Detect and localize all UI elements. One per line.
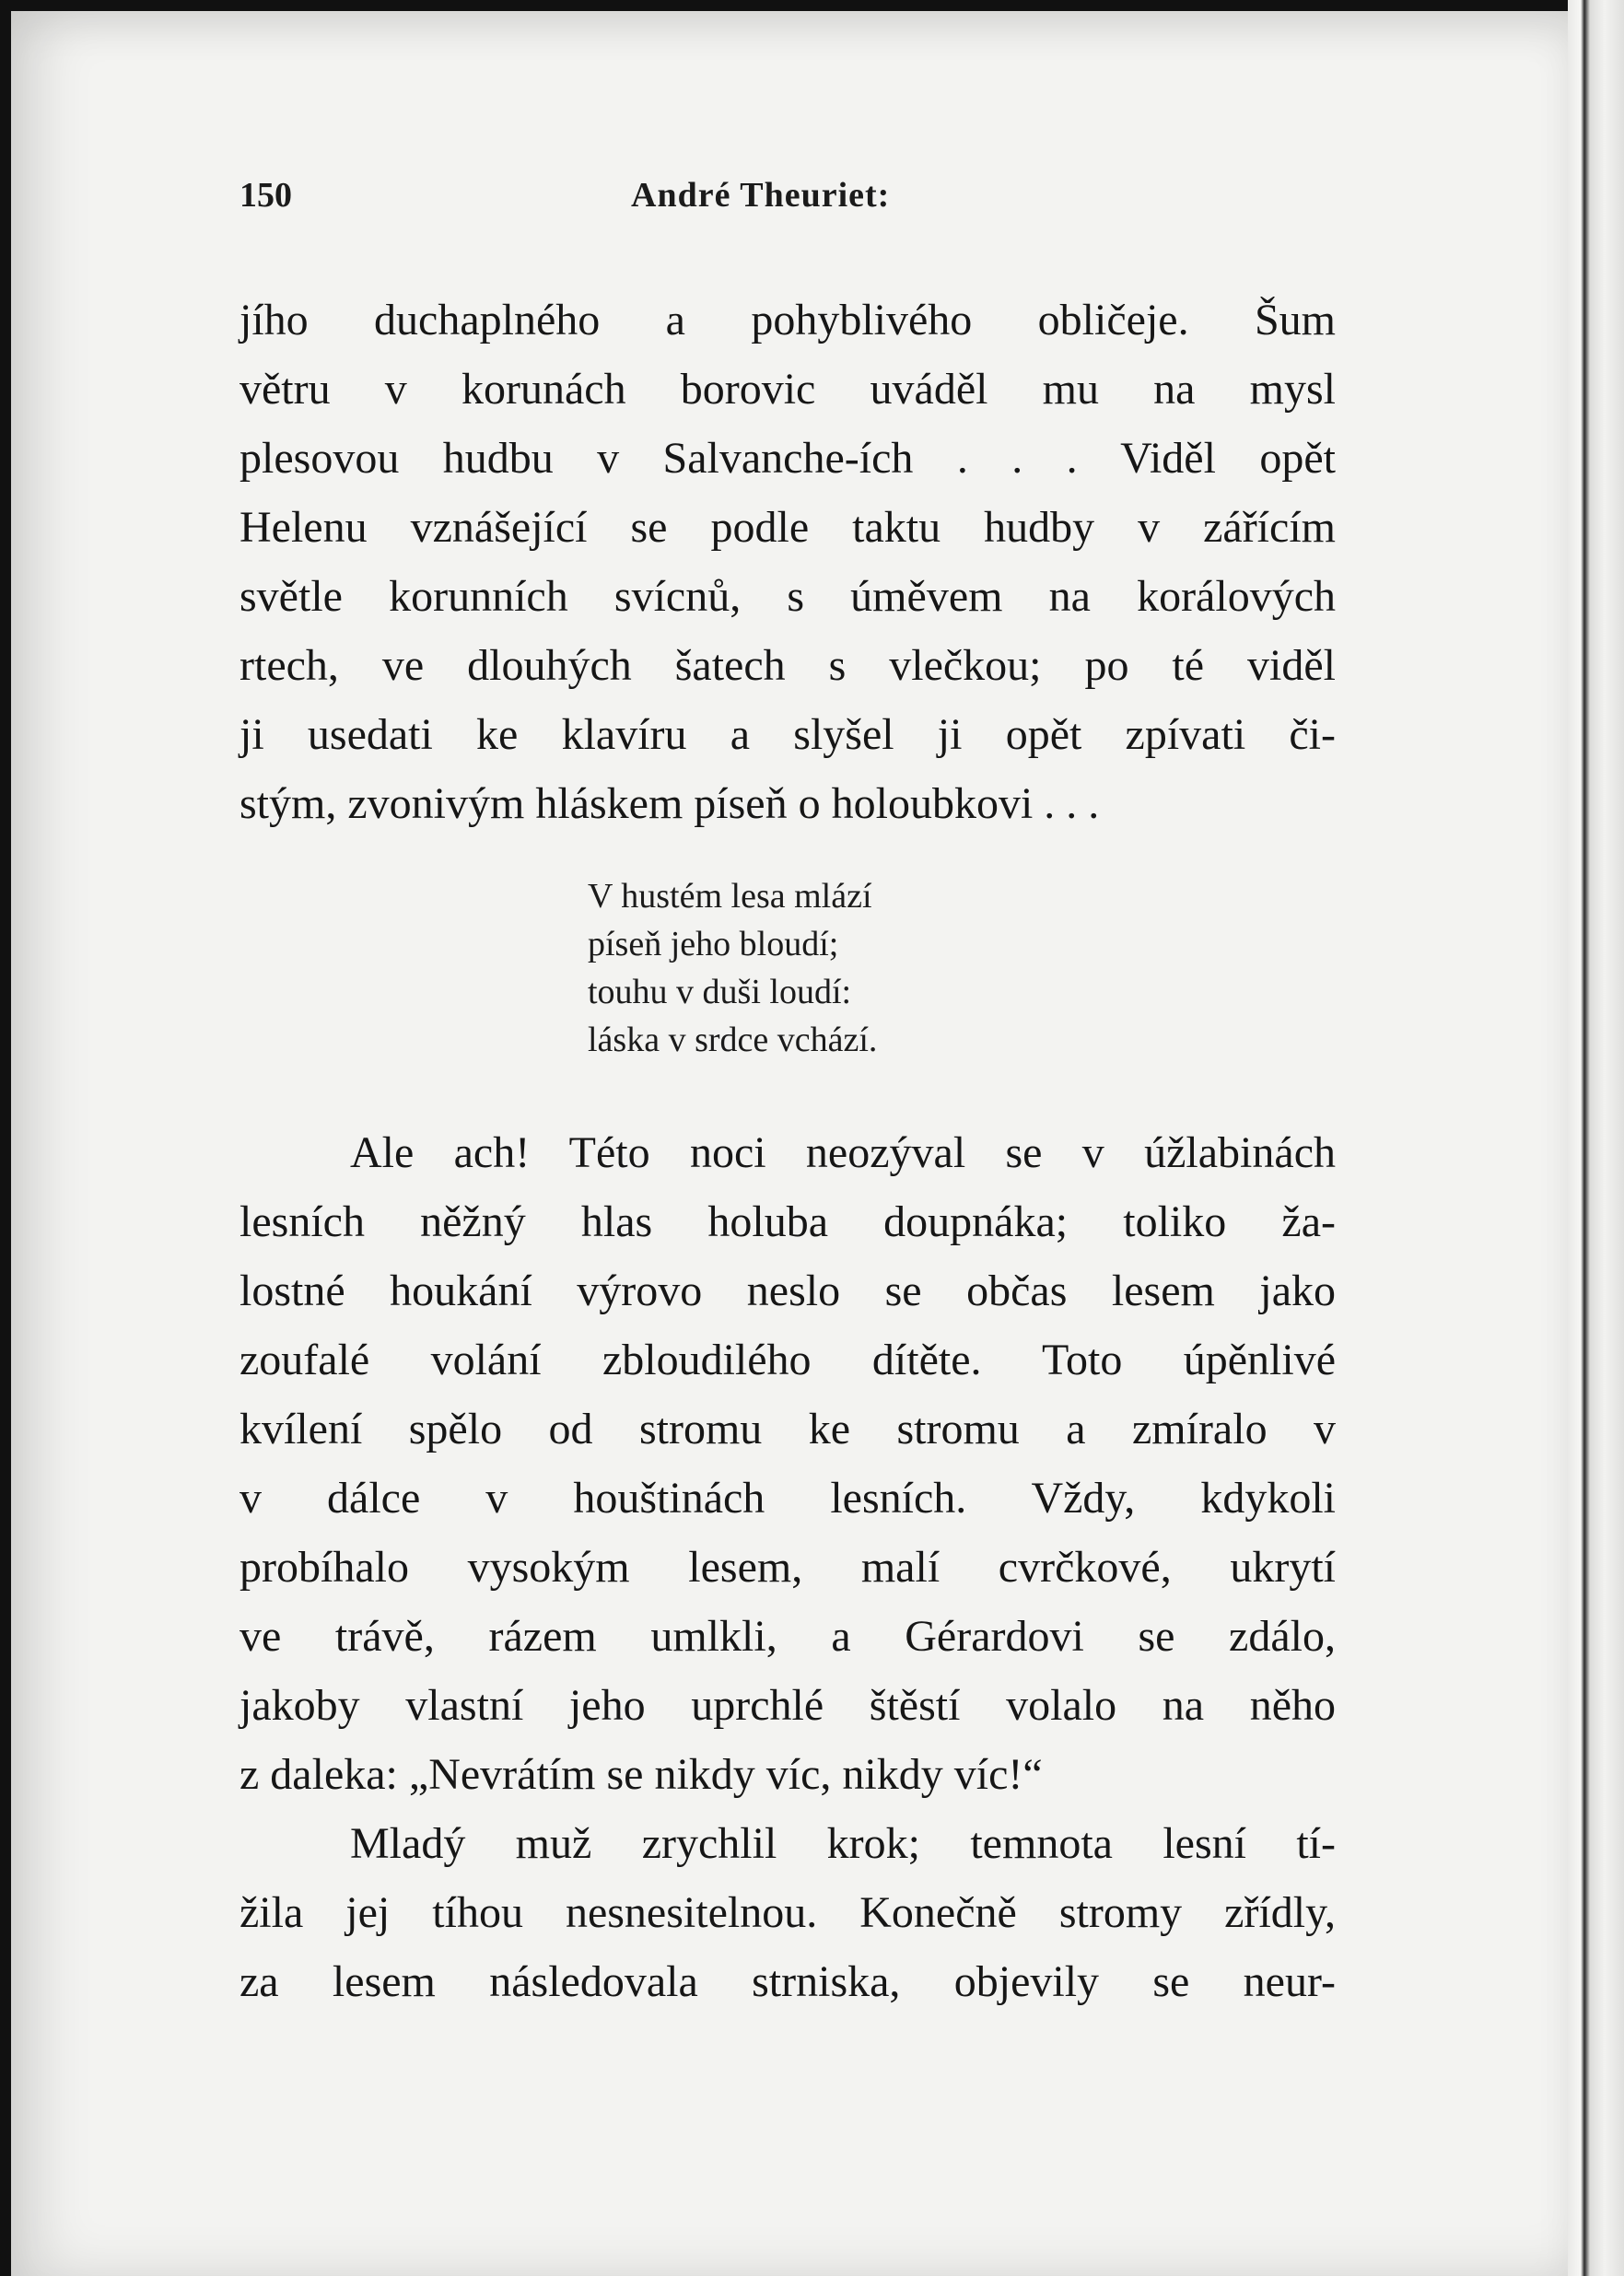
text-line: kvílení spělo od stromu ke stromu a zmíralo v <box>240 1405 1336 1453</box>
verse-line: láska v srdce vchází. <box>588 1021 878 1059</box>
book-page-edge <box>1568 0 1624 2276</box>
verse-line: píseň jeho bloudí; <box>588 925 839 963</box>
text-line: ve trávě, rázem umlkli, a Gérardovi se zdálo, <box>240 1612 1336 1661</box>
text-line: světle korunních svícnů, s úměvem na korálových <box>240 572 1336 621</box>
verse-line: V hustém lesa mlází <box>588 877 872 916</box>
text-line: Mladý muž zrychlil krok; temnota lesní tí- <box>350 1819 1336 1868</box>
text-line: rtech, ve dlouhých šatech s vlečkou; po té viděl <box>240 641 1336 690</box>
text-line: žila jej tíhou nesnesitelnou. Konečně stromy zřídly, <box>240 1888 1336 1937</box>
text-line: jakoby vlastní jeho uprchlé štěstí volalo na něho <box>240 1681 1336 1730</box>
text-line: zoufalé volání zbloudilého dítěte. Toto úpěnlivé <box>240 1336 1336 1384</box>
verse-line: touhu v duši loudí: <box>588 973 852 1011</box>
text-line: v dálce v houštinách lesních. Vždy, kdykoli <box>240 1474 1336 1523</box>
text-line: větru v korunách borovic uváděl mu na mysl <box>240 365 1336 414</box>
page-number: 150 <box>240 176 292 215</box>
running-head: André Theuriet: <box>631 176 891 215</box>
book-page <box>11 11 1568 2276</box>
text-line: stým, zvonivým hláskem píseň o holoubkovi . . . <box>240 779 1100 828</box>
text-line: ji usedati ke klavíru a slyšel ji opět zpívati či- <box>240 710 1336 759</box>
text-line: probíhalo vysokým lesem, malí cvrčkové, ukrytí <box>240 1543 1336 1592</box>
page-header <box>240 175 1345 221</box>
text-line: z daleka: „Nevrátím se nikdy víc, nikdy víc!“ <box>240 1750 1043 1799</box>
text-line: jího duchaplného a pohyblivého obličeje. Šum <box>240 296 1336 344</box>
text-line: Ale ach! Této noci neozýval se v úžlabinách <box>350 1128 1336 1177</box>
verse-stanza <box>588 872 1067 1064</box>
text-line: lesních něžný hlas holuba doupnáka; toliko ža- <box>240 1197 1336 1246</box>
paragraph-1 <box>240 286 1336 838</box>
paragraph-2-and-3 <box>240 1118 1336 2016</box>
text-line: za lesem následovala strniska, objevily se neur- <box>240 1957 1336 2006</box>
text-line: lostné houkání výrovo neslo se občas lesem jako <box>240 1266 1336 1315</box>
text-line: plesovou hudbu v Salvanche-ích . . . Viděl opět <box>240 434 1336 483</box>
text-line: Helenu vznášející se podle taktu hudby v zářícím <box>240 503 1336 552</box>
